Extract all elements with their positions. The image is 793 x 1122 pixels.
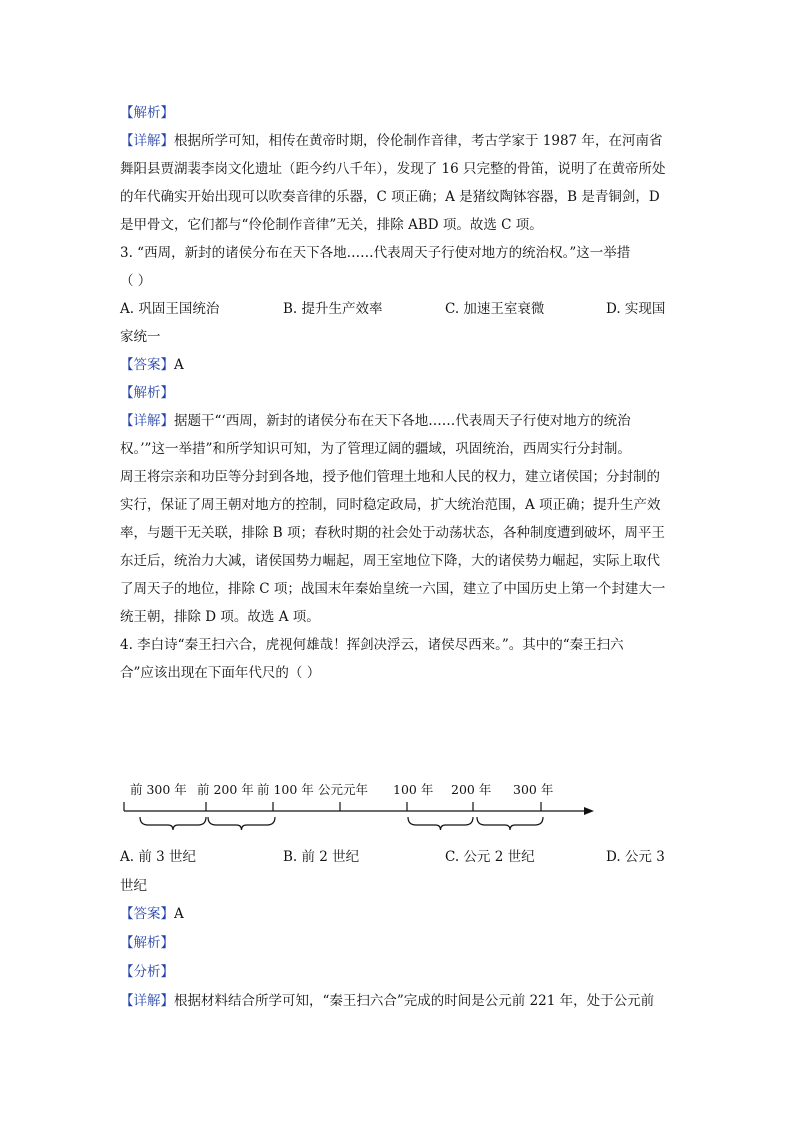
fenxi-heading: 【分析】 [120, 964, 174, 980]
q4-option-wrap: 世纪 [120, 878, 147, 894]
detail-line [120, 991, 680, 1011]
timeline-label: 公元元年 [318, 782, 369, 797]
detail-line: 的年代确实开始出现可以吹奏音律的乐器，C 项正确；A 是猪纹陶钵容器，B 是青铜剑，D [120, 189, 660, 205]
detail-line: 权。’”这一举措”和所学知识可知，为了管理辽阔的疆域，巩固统治，西周实行分封制。 [120, 441, 631, 457]
q4-option-a: A. 前 3 世纪 [120, 849, 197, 865]
q3-option-b: B. 提升生产效率 [283, 301, 383, 317]
detail-line: 了周天子的地位，排除 C 项；战国末年秦始皇统一六国，建立了中国历史上第一个封建大一 [120, 581, 666, 597]
timeline-label: 前 200 年 [197, 782, 254, 797]
question-4-stem: 4. 李白诗“秦王扫六合，虎视何雄哉！挥剑决浮云，诸侯尽西来。”。其中的“秦王扫六 [120, 637, 624, 653]
timeline-figure [120, 770, 600, 835]
timeline-brace [477, 817, 543, 830]
q3-option-d: D. 实现国 [606, 301, 666, 317]
detail-line: 舞阳县贾湖裴李岗文化遗址（距今约八千年），发现了 16 只完整的骨笛，说明了在黄帝所处 [120, 161, 666, 177]
detail-line [120, 411, 680, 431]
question-3-stem: 3. “西周，新封的诸侯分布在天下各地……代表周天子行使对地方的统治权。”这一举措 [120, 245, 631, 261]
analysis-heading: 【解析】 [120, 385, 174, 401]
detail-tag: 【详解】 [120, 413, 174, 429]
timeline-label: 前 300 年 [130, 782, 187, 797]
timeline-label: 200 年 [451, 782, 492, 797]
analysis-heading: 【解析】 [120, 105, 174, 121]
q4-answer [120, 904, 680, 924]
question-3-stem-cont: （ ） [120, 273, 152, 289]
detail-line: 率，与题干无关联，排除 B 项；春秋时期的社会处于动荡状态，各种制度遭到破坏，周平王 [120, 525, 666, 541]
analysis-heading: 【解析】 [120, 935, 174, 951]
answer-tag: 【答案】 [120, 906, 174, 922]
detail-line: 东迁后，统治力大减，诸侯国势力崛起，周王室地位下降，大的诸侯势力崛起，实际上取代 [120, 553, 660, 569]
answer-value: A [174, 357, 184, 373]
detail-line [120, 131, 680, 151]
detail-line: 统王朝，排除 D 项。故选 A 项。 [120, 609, 320, 625]
timeline-label: 300 年 [513, 782, 554, 797]
detail-tag: 【详解】 [120, 993, 174, 1009]
answer-value: A [174, 906, 184, 922]
timeline-brace [408, 817, 473, 830]
timeline-arrow [584, 807, 594, 815]
q4-option-d: D. 公元 3 [606, 849, 665, 865]
answer-tag: 【答案】 [120, 357, 174, 373]
detail-tag: 【详解】 [120, 133, 174, 149]
q3-option-c: C. 加速王室衰微 [445, 301, 545, 317]
question-4-stem-cont: 合”应该出现在下面年代尺的（ ） [120, 665, 321, 681]
timeline-brace [208, 817, 275, 830]
detail-line: 周王将宗亲和功臣等分封到各地，授予他们管理土地和人民的权力，建立诸侯国；分封制的 [120, 469, 660, 485]
q4-option-c: C. 公元 2 世纪 [445, 849, 535, 865]
q3-option-wrap: 家统一 [120, 329, 161, 345]
detail-line: 是甲骨文，它们都与“伶伦制作音律”无关，排除 ABD 项。故选 C 项。 [120, 217, 543, 233]
q3-answer [120, 355, 680, 375]
timeline-label: 100 年 [393, 782, 434, 797]
detail-text: 根据材料结合所学可知，“秦王扫六合”完成的时间是公元前 221 年，处于公元前 [174, 993, 655, 1009]
timeline-brace [140, 817, 206, 830]
q3-option-a: A. 巩固王国统治 [120, 301, 220, 317]
detail-text: 据题干“‘西周，新封的诸侯分布在天下各地……代表周天子行使对地方的统治 [174, 413, 631, 429]
q4-option-b: B. 前 2 世纪 [283, 849, 360, 865]
detail-line: 实行，保证了周王朝对地方的控制，同时稳定政局，扩大统治范围，A 项正确；提升生产效 [120, 497, 661, 513]
timeline-label: 前 100 年 [257, 782, 314, 797]
detail-text: 根据所学可知，相传在黄帝时期，伶伦制作音律，考古学家于 1987 年，在河南省 [174, 133, 663, 149]
